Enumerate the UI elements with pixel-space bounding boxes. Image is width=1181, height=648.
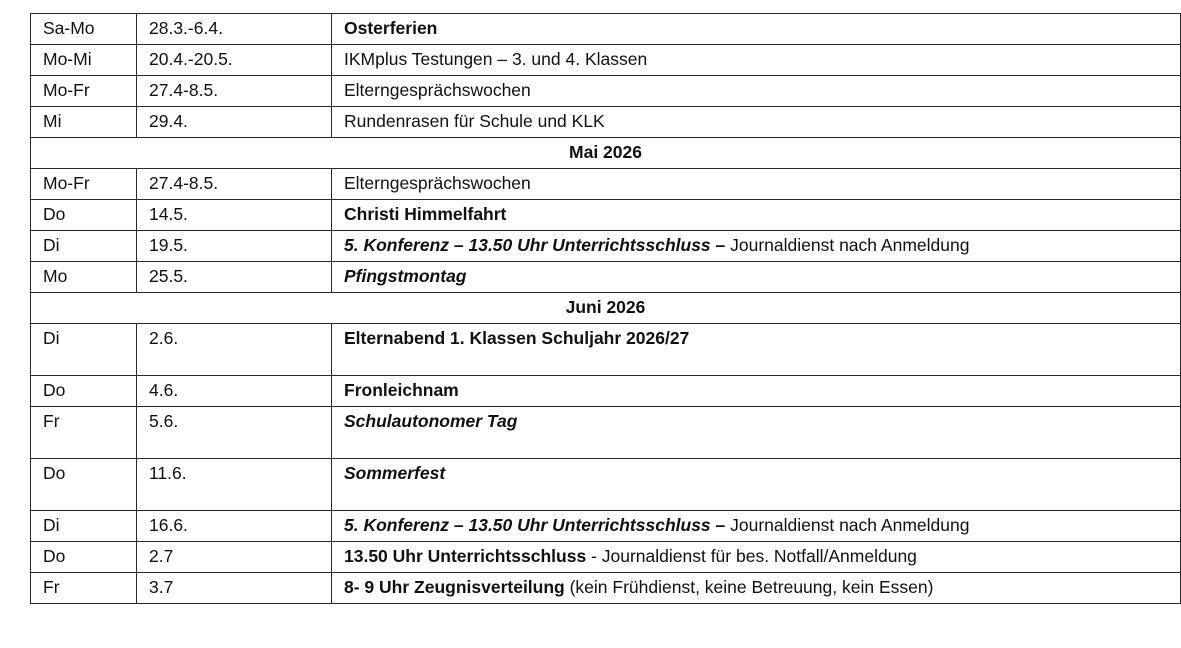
- schedule-row: [31, 169, 1181, 200]
- event-text: Elternabend 1. Klassen Schuljahr 2026/27: [344, 328, 690, 348]
- date-cell: 27.4-8.5.: [137, 76, 332, 107]
- date-cell: 20.4.-20.5.: [137, 45, 332, 76]
- event-text: Osterferien: [344, 18, 438, 38]
- event-text: Journaldienst nach Anmeldung: [725, 515, 970, 535]
- month-header-row: [31, 293, 1181, 324]
- weekday-cell: Mo-Mi: [31, 45, 137, 76]
- weekday-cell: Di: [31, 231, 137, 262]
- event-cell: [332, 511, 1181, 542]
- schedule-table: [30, 13, 1181, 604]
- event-cell: [332, 542, 1181, 573]
- event-cell: [332, 14, 1181, 45]
- date-cell: 29.4.: [137, 107, 332, 138]
- event-text: Elterngesprächswochen: [344, 80, 531, 100]
- weekday-cell: Fr: [31, 407, 137, 459]
- schedule-row: [31, 376, 1181, 407]
- event-text: (kein Frühdienst, keine Betreuung, kein Essen): [564, 577, 934, 597]
- schedule-row: [31, 324, 1181, 376]
- event-cell: [332, 200, 1181, 231]
- event-text: Schulautonomer Tag: [344, 411, 518, 431]
- month-header-row: [31, 138, 1181, 169]
- date-cell: 4.6.: [137, 376, 332, 407]
- date-cell: 2.7: [137, 542, 332, 573]
- event-text: Journaldienst nach Anmeldung: [725, 235, 970, 255]
- event-text: Fronleichnam: [344, 380, 459, 400]
- event-text: 13.50 Uhr Unterrichtsschluss: [344, 546, 587, 566]
- event-cell: [332, 324, 1181, 376]
- date-cell: 19.5.: [137, 231, 332, 262]
- schedule-row: [31, 542, 1181, 573]
- event-text: Christi Himmelfahrt: [344, 204, 507, 224]
- event-cell: [332, 231, 1181, 262]
- weekday-cell: Do: [31, 459, 137, 511]
- weekday-cell: Mi: [31, 107, 137, 138]
- event-text: 8- 9 Uhr Zeugnisverteilung: [344, 577, 565, 597]
- event-text: Pfingstmontag: [344, 266, 467, 286]
- schedule-row: [31, 200, 1181, 231]
- event-cell: [332, 376, 1181, 407]
- date-cell: 25.5.: [137, 262, 332, 293]
- event-cell: [332, 573, 1181, 604]
- weekday-cell: Do: [31, 542, 137, 573]
- event-cell: [332, 76, 1181, 107]
- weekday-cell: Sa-Mo: [31, 14, 137, 45]
- event-text: Rundenrasen für Schule und KLK: [344, 111, 605, 131]
- date-cell: 14.5.: [137, 200, 332, 231]
- weekday-cell: Mo-Fr: [31, 169, 137, 200]
- schedule-row: [31, 45, 1181, 76]
- date-cell: 11.6.: [137, 459, 332, 511]
- schedule-row: [31, 262, 1181, 293]
- event-cell: [332, 262, 1181, 293]
- event-cell: [332, 169, 1181, 200]
- schedule-row: [31, 573, 1181, 604]
- event-text: Elterngesprächswochen: [344, 173, 531, 193]
- date-cell: 2.6.: [137, 324, 332, 376]
- event-cell: [332, 407, 1181, 459]
- event-text: 5. Konferenz – 13.50 Uhr Unterrichtsschluss –: [344, 515, 726, 535]
- date-cell: 5.6.: [137, 407, 332, 459]
- weekday-cell: Do: [31, 200, 137, 231]
- weekday-cell: Di: [31, 324, 137, 376]
- month-header: Juni 2026: [31, 293, 1181, 324]
- event-text: - Journaldienst für bes. Notfall/Anmeldung: [586, 546, 917, 566]
- weekday-cell: Mo-Fr: [31, 76, 137, 107]
- event-text: 5. Konferenz – 13.50 Uhr Unterrichtsschluss –: [344, 235, 726, 255]
- schedule-row: [31, 459, 1181, 511]
- schedule-row: [31, 407, 1181, 459]
- event-cell: [332, 45, 1181, 76]
- schedule-row: [31, 76, 1181, 107]
- event-text: IKMplus Testungen – 3. und 4. Klassen: [344, 49, 648, 69]
- weekday-cell: Mo: [31, 262, 137, 293]
- event-text: Sommerfest: [344, 463, 446, 483]
- weekday-cell: Fr: [31, 573, 137, 604]
- schedule-row: [31, 14, 1181, 45]
- month-header: Mai 2026: [31, 138, 1181, 169]
- date-cell: 16.6.: [137, 511, 332, 542]
- date-cell: 3.7: [137, 573, 332, 604]
- schedule-row: [31, 231, 1181, 262]
- event-cell: [332, 459, 1181, 511]
- date-cell: 27.4-8.5.: [137, 169, 332, 200]
- schedule-row: [31, 107, 1181, 138]
- schedule-row: [31, 511, 1181, 542]
- schedule-body: [31, 14, 1181, 604]
- weekday-cell: Do: [31, 376, 137, 407]
- event-cell: [332, 107, 1181, 138]
- date-cell: 28.3.-6.4.: [137, 14, 332, 45]
- weekday-cell: Di: [31, 511, 137, 542]
